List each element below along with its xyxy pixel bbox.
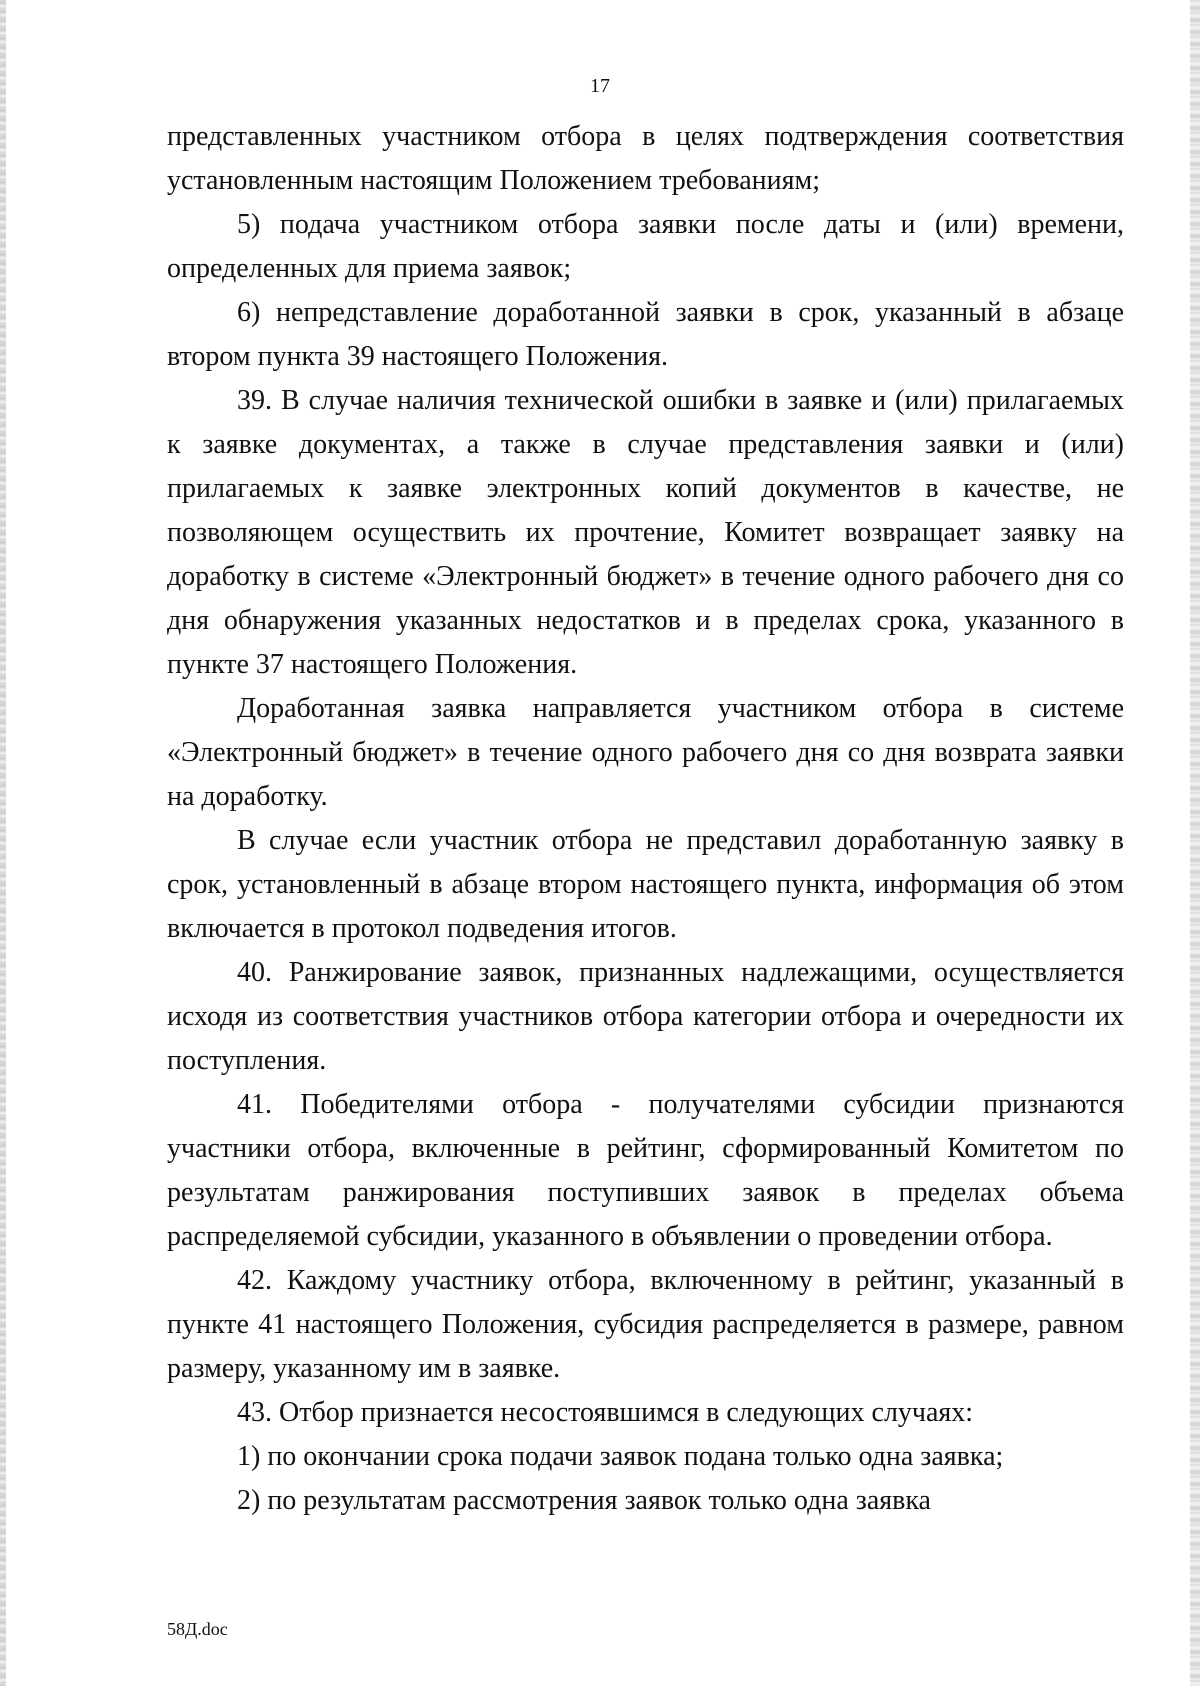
clause-43-item-2: 2) по результатам рассмотрения заявок только одна заявка [237,1485,931,1516]
paragraph-continuation: представленных участником отбора в целях подтверждения соответствия установленным настоящим Положением требованиям; [167,121,1124,196]
scan-edge-right [1190,0,1200,1686]
scan-edge-left [0,0,6,1686]
list-item-5: 5) подача участником отбора заявки после даты и (или) времени, определенных для приема заявок; [167,209,1124,284]
clause-42: 42. Каждому участнику отбора, включенному в рейтинг, указанный в пункте 41 настоящего Положения, субсидия распределяется в размере, равном размеру, указанному им в заявке. [167,1265,1124,1384]
clause-39-paragraph-3: В случае если участник отбора не представил доработанную заявку в срок, установленный в абзаце втором настоящего пункта, информация об этом включается в протокол подведения итогов. [167,825,1124,944]
document-body [167,115,1124,1523]
page-number: 17 [590,75,610,97]
footer-filename: 58Д.doc [167,1619,228,1639]
clause-39-paragraph-2: Доработанная заявка направляется участником отбора в системе «Электронный бюджет» в течение одного рабочего дня со дня возврата заявки на доработку. [167,693,1124,812]
clause-41: 41. Победителями отбора - получателями субсидии признаются участники отбора, включенные в рейтинг, сформированный Комитетом по результатам ранжирования поступивших заявок в пределах объема распределяемой субсидии, указанного в объявлении о проведении отбора. [167,1089,1124,1252]
clause-43: 43. Отбор признается несостоявшимся в следующих случаях: [237,1397,974,1428]
clause-39: 39. В случае наличия технической ошибки в заявке и (или) прилагаемых к заявке документах, а также в случае представления заявки и (или) прилагаемых к заявке электронных копий документов в качестве, не позволяющем осуществить их прочтение, Комитет возвращает заявку на доработку в системе «Электронный бюджет» в течение одного рабочего дня со дня обнаружения указанных недостатков и в пределах срока, указанного в пункте 37 настоящего Положения. [167,385,1124,680]
clause-40: 40. Ранжирование заявок, признанных надлежащими, осуществляется исходя из соответствия участников отбора категории отбора и очередности их поступления. [167,957,1124,1076]
clause-43-item-1: 1) по окончании срока подачи заявок подана только одна заявка; [237,1441,1004,1472]
list-item-6: 6) непредставление доработанной заявки в срок, указанный в абзаце втором пункта 39 настоящего Положения. [167,297,1124,372]
